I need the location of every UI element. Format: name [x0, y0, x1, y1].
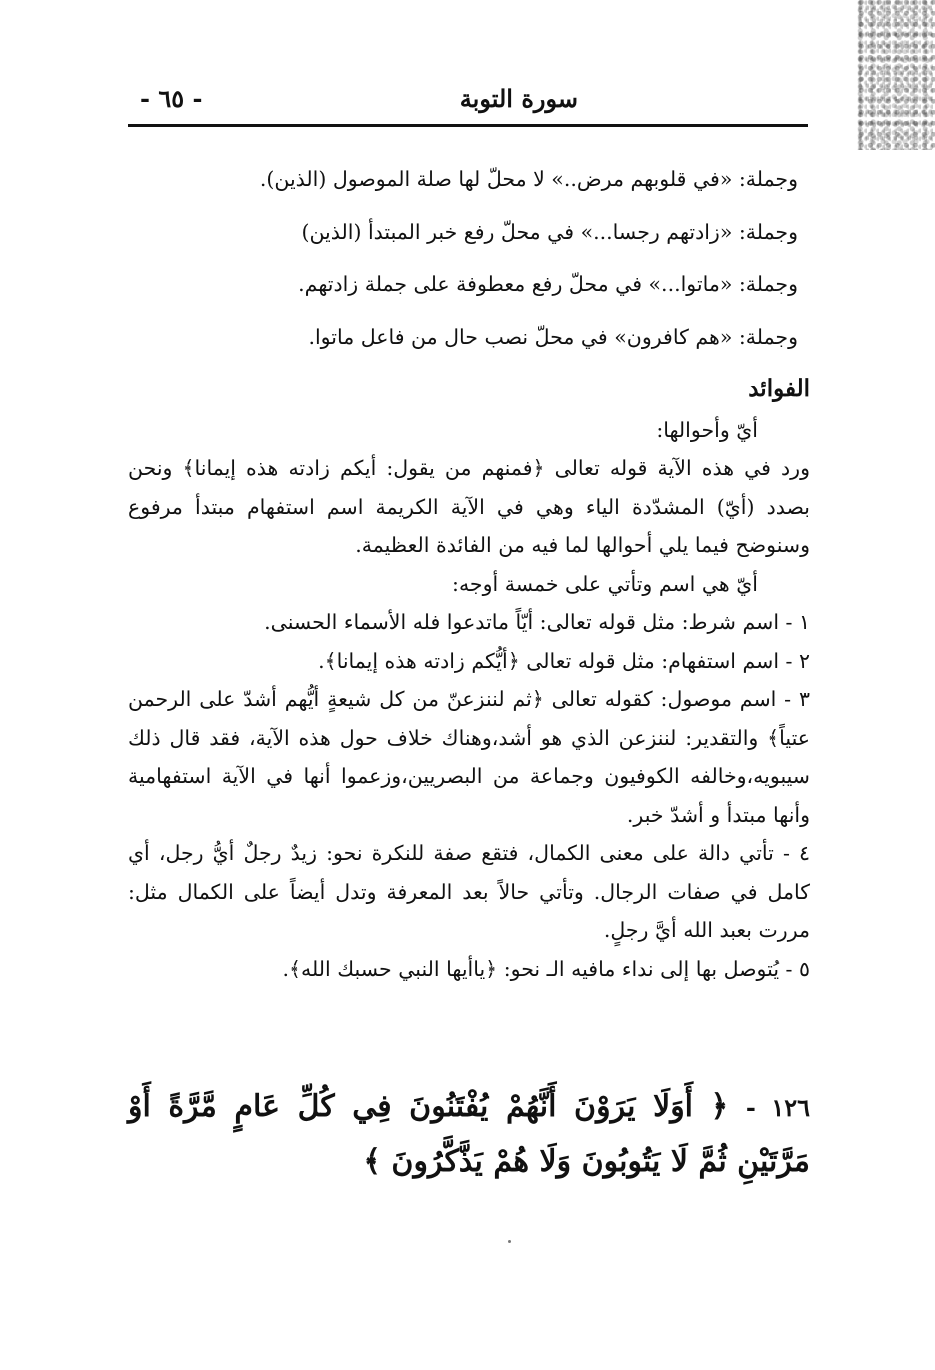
verse-text: ﴿ أَوَلَا يَرَوْنَ أَنَّهُمْ يُفْتَنُونَ فِي كُلِّ عَامٍ مَّرَّةً أَوْ مَرَّتَيْنِ ثُمَّ لَا يَتُوبُونَ وَلَا هُمْ يَذَّكَّرُونَ ﴾ — [128, 1089, 810, 1179]
surah-title: سورة التوبة — [459, 84, 578, 113]
page-body — [128, 160, 810, 988]
lead-line: أيّ هي اسم وتأتي على خمسة أوجه: — [452, 571, 758, 596]
section-heading: الفوائد — [748, 375, 810, 402]
scan-noise — [855, 0, 935, 150]
page-number: - ٦٥ - — [140, 84, 203, 113]
quran-verse — [128, 1080, 810, 1189]
list-item: ٣ - اسم موصول: كقوله تعالى ﴿ثم لننزعنّ من كل شيعةٍ أيُّهم أشدّ على الرحمن عتياً﴾ والتقدير: لننزعن الذي هو أشد،وهناك خلاف حول هذه الآية، فقد قال ذلك سيبويه،وخالفه الكوفيون وجماعة من البصريين،وزعموا أنها في الآية استفهامية وأنها مبتدأ و أشدّ خبر. — [128, 687, 810, 827]
parsing-line: وجملة: «في قلوبهم مرض..» لا محلّ لها صلة الموصول (الذين). — [259, 167, 798, 191]
page-mark — [508, 1240, 511, 1243]
parsing-line: وجملة: «ماتوا...» في محلّ رفع معطوفة على جملة زادتهم. — [298, 272, 798, 296]
list-item: ١ - اسم شرط: مثل قوله تعالى: أيّاً ماتدعوا فله الأسماء الحسنى. — [264, 610, 810, 634]
parsing-line: وجملة: «زادتهم رجسا...» في محلّ رفع خبر المبتدأ (الذين) — [301, 219, 798, 244]
verse-number: ١٢٦ - — [745, 1093, 810, 1122]
parsing-line: وجملة: «هم كافرون» في محلّ نصب حال من فاعل ماتوا. — [308, 324, 798, 349]
section-subheading: أيّ وأحوالها: — [656, 417, 758, 442]
intro-paragraph: ورد في هذه الآية قوله تعالى ﴿فمنهم من يقول: أيكم زادته هذه إيمانا﴾ ونحن بصدد (أيّ) المشدّدة الياء وهي في الآية الكريمة اسم استفهام مبتدأ مرفوع وسنوضح فيما يلي أحوالها لما فيه من الفائدة العظيمة. — [128, 456, 810, 557]
list-item: ٥ - يُتوصل بها إلى نداء مافيه الـ نحو: ﴿ياأيها النبي حسبك الله﴾. — [282, 956, 810, 981]
page-header — [128, 78, 808, 118]
list-item: ٢ - اسم استفهام: مثل قوله تعالى ﴿أيُّكم زادته هذه إيمانا﴾. — [318, 648, 810, 673]
list-item: ٤ - تأتي دالة على معنى الكمال، فتقع صفة للنكرة نحو: زيدٌ رجلٌ أيُّ رجل، أي كامل في صفات الرجال. وتأتي حالاً بعد المعرفة وتدل أيضاً على الكمال مثل: مررت بعبد الله أيَّ رجلٍ. — [128, 841, 810, 942]
header-rule — [128, 124, 808, 127]
parsing-section — [128, 160, 810, 356]
